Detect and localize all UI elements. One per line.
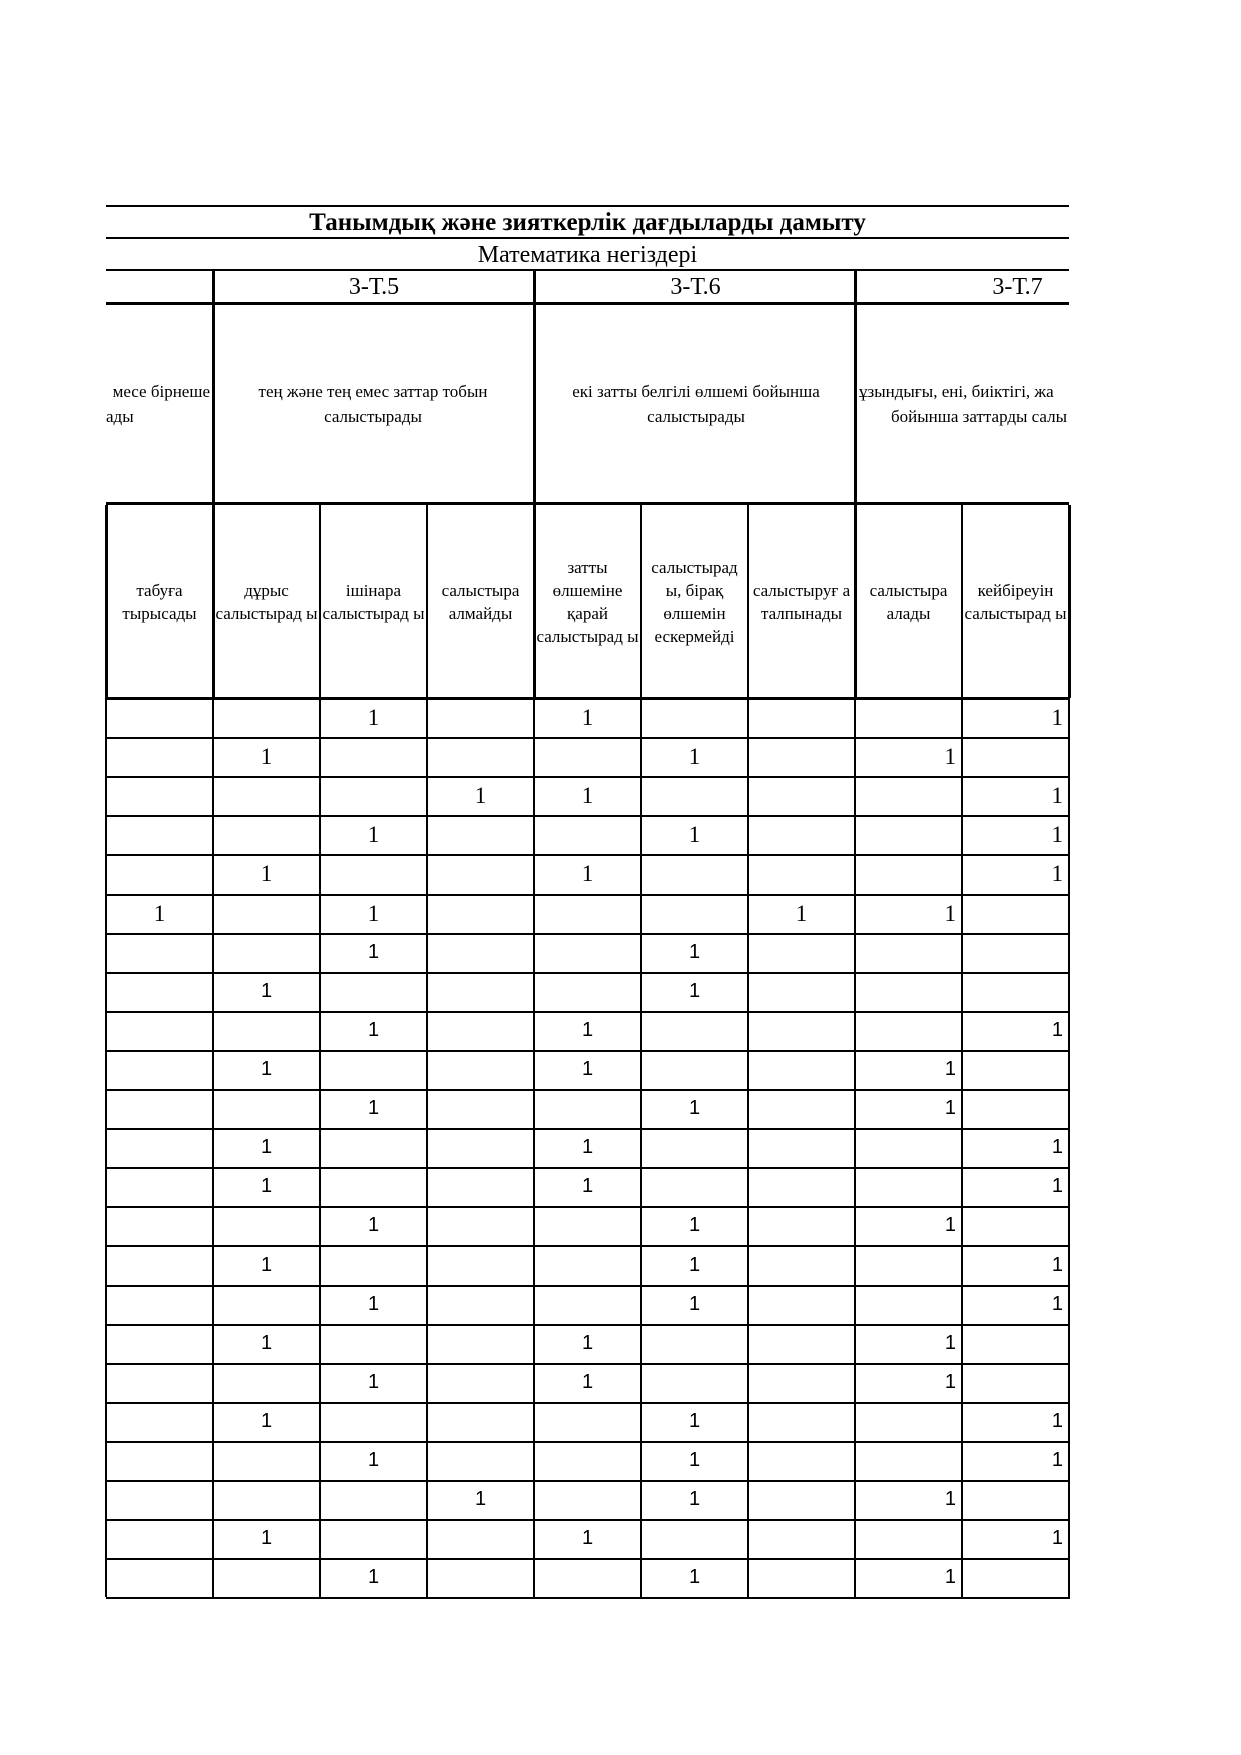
table-cell[interactable]: 1 — [1051, 1175, 1063, 1197]
column-header-8: салыстыра алады — [869, 580, 948, 623]
code-t6: 3-Т.6 — [670, 274, 721, 300]
table-cell[interactable] — [106, 1480, 213, 1519]
row-line-17 — [106, 1363, 1070, 1365]
table-cell[interactable]: 1 — [688, 1293, 701, 1315]
table-cell[interactable]: 1 — [1051, 783, 1063, 808]
table-cell[interactable] — [534, 933, 641, 972]
group-divider-1 — [533, 270, 536, 503]
table-cell[interactable] — [964, 737, 1063, 776]
group-divider-0 — [212, 270, 215, 503]
table-cell[interactable]: 1 — [688, 941, 701, 963]
header-col-line-0 — [105, 505, 108, 698]
table-cell[interactable]: 1 — [688, 1449, 701, 1471]
table-cell[interactable]: 1 — [688, 980, 701, 1002]
table-cell[interactable] — [748, 933, 855, 972]
table-cell[interactable] — [427, 1324, 534, 1363]
description-t7-line2: бойынша заттарды салы — [891, 407, 1068, 426]
table-cell[interactable] — [213, 1089, 320, 1128]
table-cell[interactable] — [427, 1441, 534, 1480]
table-cell[interactable] — [427, 815, 534, 854]
row-line-5 — [106, 894, 1070, 896]
table-cell[interactable] — [213, 698, 320, 737]
table-cell[interactable] — [748, 698, 855, 737]
table-cell[interactable]: 1 — [688, 1566, 701, 1588]
table-cell[interactable]: 1 — [474, 783, 487, 808]
table-cell[interactable]: 1 — [581, 783, 594, 808]
table-cell[interactable] — [427, 1011, 534, 1050]
header-col-line-6 — [747, 505, 749, 698]
header-col-line-3 — [426, 505, 428, 698]
table-cell[interactable]: 1 — [260, 1527, 273, 1549]
table-cell[interactable] — [641, 1011, 748, 1050]
section-title: Танымдық және зияткерлік дағдыларды дамыту — [309, 209, 866, 236]
table-cell[interactable] — [427, 1285, 534, 1324]
table-cell[interactable] — [748, 1011, 855, 1050]
table-cell[interactable] — [106, 698, 213, 737]
table-cell[interactable]: 1 — [367, 1214, 380, 1236]
table-cell[interactable] — [534, 894, 641, 933]
table-cell[interactable] — [427, 854, 534, 894]
table-cell[interactable] — [106, 1558, 213, 1597]
table-cell[interactable]: 1 — [1051, 1136, 1063, 1158]
table-cell[interactable] — [427, 1519, 534, 1558]
header-col-line-7 — [854, 505, 857, 698]
table-cell[interactable] — [641, 1324, 748, 1363]
table-cell[interactable] — [855, 933, 962, 972]
row-line-23 — [106, 1597, 1070, 1599]
table-cell[interactable] — [748, 1089, 855, 1128]
table-cell[interactable] — [320, 1519, 427, 1558]
table-cell[interactable]: 1 — [260, 1254, 273, 1276]
table-cell[interactable] — [427, 1089, 534, 1128]
row-line-11 — [106, 1128, 1070, 1130]
row-line-10 — [106, 1089, 1070, 1091]
table-cell[interactable] — [213, 894, 320, 933]
table-cell[interactable]: 1 — [1051, 1019, 1063, 1041]
table-cell[interactable] — [855, 1285, 962, 1324]
table-cell[interactable]: 1 — [688, 822, 701, 847]
table-cell[interactable] — [748, 776, 855, 815]
table-cell[interactable] — [320, 1128, 427, 1167]
table-cell[interactable] — [855, 1011, 962, 1050]
table-cell[interactable] — [106, 1324, 213, 1363]
table-cell[interactable] — [106, 1441, 213, 1480]
table-cell[interactable] — [427, 1245, 534, 1285]
table-cell[interactable] — [427, 698, 534, 737]
table-cell[interactable] — [534, 1089, 641, 1128]
table-cell[interactable]: 1 — [1051, 1254, 1063, 1276]
table-cell[interactable] — [106, 1167, 213, 1206]
table-cell[interactable] — [427, 1206, 534, 1245]
row-line-9 — [106, 1050, 1070, 1052]
description-partial-left — [106, 305, 212, 503]
title-bottom-border — [106, 237, 1069, 239]
table-cell[interactable] — [106, 1363, 213, 1402]
row-line-12 — [106, 1167, 1070, 1169]
group-divider-2 — [854, 270, 857, 503]
header-bottom-border — [106, 697, 1070, 700]
table-cell[interactable] — [534, 1245, 641, 1285]
table-cell[interactable]: 1 — [260, 980, 273, 1002]
table-cell[interactable]: 1 — [367, 1449, 380, 1471]
description-t7 — [859, 305, 1070, 503]
table-cell[interactable]: 1 — [367, 1097, 380, 1119]
row-line-1 — [106, 737, 1070, 739]
body-col-line-6 — [747, 698, 749, 1597]
subtitle-bottom-border — [106, 269, 1069, 271]
table-cell[interactable]: 1 — [581, 861, 594, 886]
body-col-line-2 — [319, 698, 321, 1597]
table-cell[interactable]: 1 — [944, 1488, 956, 1510]
table-cell[interactable] — [427, 1558, 534, 1597]
table-cell[interactable] — [748, 1363, 855, 1402]
table-cell[interactable]: 1 — [367, 705, 380, 730]
table-cell[interactable]: 1 — [367, 1371, 380, 1393]
table-cell[interactable]: 1 — [367, 1019, 380, 1041]
row-line-8 — [106, 1011, 1070, 1013]
table-cell[interactable] — [320, 776, 427, 815]
table-cell[interactable] — [748, 815, 855, 854]
table-cell[interactable]: 1 — [1051, 1293, 1063, 1315]
table-cell[interactable] — [213, 1206, 320, 1245]
table-cell[interactable]: 1 — [944, 1058, 956, 1080]
table-cell[interactable] — [855, 815, 962, 854]
table-cell[interactable]: 1 — [944, 1566, 956, 1588]
table-cell[interactable] — [964, 1363, 1063, 1402]
table-cell[interactable]: 1 — [688, 1214, 701, 1236]
table-cell[interactable] — [641, 894, 748, 933]
table-cell[interactable] — [748, 1050, 855, 1089]
table-cell[interactable] — [427, 1050, 534, 1089]
table-cell[interactable] — [106, 1011, 213, 1050]
table-cell[interactable] — [320, 1050, 427, 1089]
table-cell[interactable] — [641, 698, 748, 737]
table-cell[interactable] — [320, 1167, 427, 1206]
table-cell[interactable] — [855, 1441, 962, 1480]
header-col-line-8 — [961, 505, 963, 698]
description-row-bottom-border — [106, 502, 1069, 505]
description-t5: тең және тең емес заттар тобын салыстырады — [258, 382, 488, 426]
body-col-line-9 — [1068, 698, 1070, 1597]
table-cell[interactable] — [641, 776, 748, 815]
row-line-6 — [106, 933, 1070, 935]
row-line-15 — [106, 1285, 1070, 1287]
header-col-line-5 — [640, 505, 642, 698]
table-cell[interactable] — [213, 1011, 320, 1050]
table-cell[interactable] — [320, 854, 427, 894]
table-cell[interactable] — [748, 1128, 855, 1167]
table-cell[interactable] — [213, 933, 320, 972]
column-header-9: кейбіреуін салыстырад ы — [964, 580, 1067, 623]
table-cell[interactable] — [964, 894, 1063, 933]
row-line-2 — [106, 776, 1070, 778]
table-cell[interactable]: 1 — [367, 822, 380, 847]
table-cell[interactable] — [855, 1519, 962, 1558]
table-cell[interactable]: 1 — [260, 1058, 273, 1080]
table-cell[interactable]: 1 — [153, 901, 166, 926]
table-cell[interactable] — [213, 1558, 320, 1597]
table-cell[interactable] — [748, 1441, 855, 1480]
table-cell[interactable] — [534, 1206, 641, 1245]
table-cell[interactable] — [855, 698, 962, 737]
table-cell[interactable]: 1 — [474, 1488, 487, 1510]
table-cell[interactable] — [964, 933, 1063, 972]
code-t7: 3-Т.7 — [992, 274, 1043, 300]
table-cell[interactable]: 1 — [1051, 1449, 1063, 1471]
table-cell[interactable]: 1 — [688, 1488, 701, 1510]
code-t5: 3-Т.5 — [348, 274, 400, 300]
header-col-line-4 — [533, 505, 536, 698]
row-line-21 — [106, 1519, 1070, 1521]
table-cell[interactable] — [427, 1167, 534, 1206]
table-cell[interactable]: 1 — [367, 901, 380, 926]
table-cell[interactable] — [213, 1480, 320, 1519]
row-line-3 — [106, 815, 1070, 817]
table-cell[interactable]: 1 — [944, 1097, 956, 1119]
table-cell[interactable] — [641, 1167, 748, 1206]
table-cell[interactable] — [855, 854, 962, 894]
table-cell[interactable] — [534, 1480, 641, 1519]
table-cell[interactable] — [106, 1285, 213, 1324]
table-cell[interactable] — [855, 776, 962, 815]
table-cell[interactable]: 1 — [367, 941, 380, 963]
table-cell[interactable] — [213, 815, 320, 854]
table-cell[interactable] — [748, 1519, 855, 1558]
table-cell[interactable] — [106, 1050, 213, 1089]
table-cell[interactable] — [320, 1324, 427, 1363]
table-cell[interactable] — [534, 1402, 641, 1441]
row-line-20 — [106, 1480, 1070, 1482]
table-cell[interactable] — [106, 854, 213, 894]
header-col-line-2 — [319, 505, 321, 698]
table-cell[interactable] — [641, 1128, 748, 1167]
body-col-line-7 — [854, 698, 856, 1597]
table-cell[interactable] — [534, 1285, 641, 1324]
row-line-13 — [106, 1206, 1070, 1208]
table-cell[interactable] — [748, 1402, 855, 1441]
table-cell[interactable] — [427, 737, 534, 776]
row-line-14 — [106, 1245, 1070, 1247]
table-cell[interactable] — [106, 1245, 213, 1285]
table-cell[interactable]: 1 — [581, 1058, 594, 1080]
table-cell[interactable] — [427, 933, 534, 972]
table-cell[interactable] — [106, 737, 213, 776]
table-cell[interactable] — [964, 1324, 1063, 1363]
table-cell[interactable] — [855, 1167, 962, 1206]
table-cell[interactable] — [964, 1050, 1063, 1089]
body-col-line-5 — [640, 698, 642, 1597]
table-cell[interactable] — [964, 1206, 1063, 1245]
table-cell[interactable] — [213, 1285, 320, 1324]
table-cell[interactable] — [320, 1480, 427, 1519]
description-partial-left-line1: месе бірнеше — [112, 382, 210, 401]
table-cell[interactable] — [106, 815, 213, 854]
table-cell[interactable] — [534, 1441, 641, 1480]
column-header-5: затты өлшеміне қарай салыстырад ы — [536, 557, 639, 646]
table-cell[interactable] — [748, 854, 855, 894]
table-cell[interactable]: 1 — [1051, 861, 1063, 886]
table-cell[interactable] — [427, 972, 534, 1011]
table-cell[interactable] — [641, 1363, 748, 1402]
table-cell[interactable] — [427, 1128, 534, 1167]
table-cell[interactable] — [748, 1167, 855, 1206]
table-cell[interactable]: 1 — [367, 1566, 380, 1588]
title-top-border — [106, 205, 1069, 207]
table-cell[interactable]: 1 — [688, 1254, 701, 1276]
table-cell[interactable]: 1 — [795, 901, 808, 926]
header-col-line-9 — [1068, 505, 1071, 698]
table-cell[interactable] — [427, 894, 534, 933]
table-cell[interactable] — [213, 776, 320, 815]
table-cell[interactable] — [855, 1128, 962, 1167]
table-cell[interactable]: 1 — [260, 744, 273, 769]
table-cell[interactable]: 1 — [367, 1293, 380, 1315]
table-cell[interactable] — [748, 1558, 855, 1597]
column-header-4: салыстыра алмайды — [441, 580, 520, 623]
column-header-7: салыстыруғ а талпынады — [752, 580, 851, 623]
table-cell[interactable]: 1 — [581, 1175, 594, 1197]
code-row-bottom-border — [106, 302, 1069, 305]
table-cell[interactable]: 1 — [944, 744, 956, 769]
table-cell[interactable]: 1 — [944, 1214, 956, 1236]
body-col-line-4 — [533, 698, 535, 1597]
table-cell[interactable]: 1 — [688, 1097, 701, 1119]
table-cell[interactable]: 1 — [581, 1019, 594, 1041]
column-header-3: ішінара салыстырад ы — [322, 580, 425, 623]
table-cell[interactable] — [534, 737, 641, 776]
row-line-22 — [106, 1558, 1070, 1560]
table-cell[interactable]: 1 — [260, 1332, 273, 1354]
table-cell[interactable]: 1 — [581, 1136, 594, 1158]
table-cell[interactable]: 1 — [581, 1371, 594, 1393]
table-cell[interactable] — [320, 972, 427, 1011]
description-t6: екі затты белгілі өлшемі бойынша салыстырады — [572, 382, 820, 426]
table-cell[interactable] — [964, 1480, 1063, 1519]
table-cell[interactable]: 1 — [581, 705, 594, 730]
row-line-4 — [106, 854, 1070, 856]
table-cell[interactable] — [427, 1402, 534, 1441]
table-cell[interactable] — [748, 1324, 855, 1363]
table-cell[interactable]: 1 — [1051, 822, 1063, 847]
table-cell[interactable] — [106, 1519, 213, 1558]
table-cell[interactable]: 1 — [581, 1527, 594, 1549]
header-col-line-1 — [212, 505, 215, 698]
table-cell[interactable] — [855, 1245, 962, 1285]
body-col-line-1 — [212, 698, 214, 1597]
table-cell[interactable] — [855, 972, 962, 1011]
row-line-18 — [106, 1402, 1070, 1404]
table-cell[interactable] — [320, 1402, 427, 1441]
table-cell[interactable]: 1 — [688, 744, 701, 769]
table-cell[interactable]: 1 — [1051, 1527, 1063, 1549]
table-cell[interactable]: 1 — [260, 1136, 273, 1158]
description-partial-left-line2: ады — [106, 407, 134, 426]
table-cell[interactable] — [534, 1558, 641, 1597]
table-cell[interactable] — [964, 972, 1063, 1011]
column-header-1: табуға тырысады — [122, 580, 197, 623]
body-col-line-8 — [961, 698, 963, 1597]
table-cell[interactable] — [748, 1206, 855, 1245]
table-cell[interactable] — [748, 737, 855, 776]
table-cell[interactable] — [106, 1206, 213, 1245]
table-cell[interactable]: 1 — [581, 1332, 594, 1354]
table-cell[interactable]: 1 — [944, 901, 956, 926]
table-cell[interactable]: 1 — [260, 1175, 273, 1197]
body-col-line-3 — [426, 698, 428, 1597]
table-cell[interactable] — [748, 1245, 855, 1285]
table-cell[interactable] — [427, 1363, 534, 1402]
table-cell[interactable] — [641, 1050, 748, 1089]
table-cell[interactable] — [106, 1089, 213, 1128]
table-cell[interactable] — [106, 972, 213, 1011]
table-cell[interactable] — [106, 776, 213, 815]
table-cell[interactable] — [855, 1402, 962, 1441]
subsection-title: Математика негіздері — [477, 242, 698, 268]
row-line-16 — [106, 1324, 1070, 1326]
body-col-line-0 — [105, 698, 107, 1597]
table-cell[interactable] — [106, 933, 213, 972]
description-t7-line1: ұзындығы, ені, биіктігі, жа — [859, 382, 1054, 401]
row-line-19 — [106, 1441, 1070, 1443]
table-cell[interactable] — [106, 1128, 213, 1167]
table-cell[interactable] — [106, 1402, 213, 1441]
table-cell[interactable] — [641, 854, 748, 894]
table-cell[interactable] — [964, 1558, 1063, 1597]
table-cell[interactable]: 1 — [260, 861, 273, 886]
table-cell[interactable] — [534, 815, 641, 854]
table-cell[interactable]: 1 — [944, 1332, 956, 1354]
column-header-2: дұрыс салыстырад ы — [215, 580, 318, 623]
table-cell[interactable] — [748, 1480, 855, 1519]
table-cell[interactable]: 1 — [688, 1410, 701, 1432]
table-cell[interactable] — [748, 972, 855, 1011]
table-cell[interactable]: 1 — [1051, 1410, 1063, 1432]
table-cell[interactable] — [320, 1245, 427, 1285]
table-cell[interactable] — [641, 1519, 748, 1558]
table-cell[interactable] — [748, 1285, 855, 1324]
column-header-6: салыстырад ы, бірақ өлшемін ескермейді — [651, 557, 738, 646]
table-cell[interactable] — [534, 972, 641, 1011]
table-cell[interactable]: 1 — [260, 1410, 273, 1432]
row-line-7 — [106, 972, 1070, 974]
table-cell[interactable] — [213, 1363, 320, 1402]
table-cell[interactable]: 1 — [1051, 705, 1063, 730]
table-cell[interactable] — [964, 1089, 1063, 1128]
table-cell[interactable] — [320, 737, 427, 776]
table-cell[interactable] — [213, 1441, 320, 1480]
table-cell[interactable]: 1 — [944, 1371, 956, 1393]
